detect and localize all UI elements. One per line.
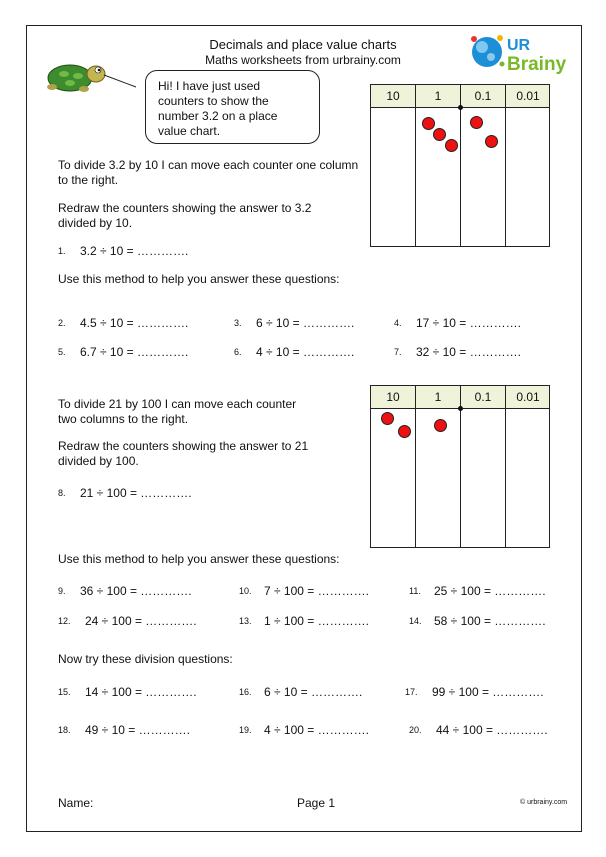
question-number: 11. [409,586,421,596]
question-10[interactable]: 7 ÷ 100 = …………. [264,584,369,598]
question-8[interactable]: 21 ÷ 100 = …………. [80,486,192,500]
question-number: 19. [239,725,252,735]
question-number: 20. [409,725,422,735]
question-number: 2. [58,318,66,328]
copyright-text: © urbrainy.com [520,799,568,806]
question-number: 4. [394,318,402,328]
question-number: 16. [239,687,252,697]
section1-method: Use this method to help you answer these questions: [58,272,340,286]
counter [434,419,447,432]
column-label-ones: 1 [434,390,442,404]
column-label-hundredths: 0.01 [516,89,540,103]
question-13[interactable]: 1 ÷ 100 = …………. [264,614,369,628]
counter [422,117,435,130]
counter [398,425,411,438]
question-1[interactable]: 3.2 ÷ 10 = …………. [80,244,189,258]
question-11[interactable]: 25 ÷ 100 = …………. [434,584,546,598]
column-divider [415,386,416,547]
section2-method: Use this method to help you answer these questions: [58,552,340,566]
question-number: 10. [239,586,252,596]
place-value-chart-2 [370,385,550,548]
question-16[interactable]: 6 ÷ 10 = …………. [264,685,363,699]
question-19[interactable]: 4 ÷ 100 = …………. [264,723,369,737]
question-number: 13. [239,616,252,626]
column-label-tenths: 0.1 [474,390,492,404]
question-14[interactable]: 58 ÷ 100 = …………. [434,614,546,628]
question-3[interactable]: 6 ÷ 10 = …………. [256,316,355,330]
page-title: Decimals and place value charts [209,37,397,52]
column-label-hundredths: 0.01 [516,390,540,404]
question-20[interactable]: 44 ÷ 100 = …………. [436,723,548,737]
question-12[interactable]: 24 ÷ 100 = …………. [85,614,197,628]
speech-bubble: Hi! I have just used counters to show the number 3.2 on a place value chart. [145,70,320,144]
question-number: 18. [58,725,71,735]
column-label-tenths: 0.1 [474,89,492,103]
column-divider [415,85,416,246]
question-number: 6. [234,347,242,357]
column-divider [505,386,506,547]
column-divider [505,85,506,246]
counter [381,412,394,425]
question-number: 5. [58,347,66,357]
counter [470,116,483,129]
question-18[interactable]: 49 ÷ 10 = …………. [85,723,190,737]
section1-redraw-instruction: Redraw the counters showing the answer to 3.2 divided by 10. [58,201,312,230]
counter [433,128,446,141]
question-6[interactable]: 4 ÷ 10 = …………. [256,345,355,359]
question-number: 14. [409,616,422,626]
question-7[interactable]: 32 ÷ 10 = …………. [416,345,521,359]
question-4[interactable]: 17 ÷ 10 = …………. [416,316,521,330]
section3-heading: Now try these division questions: [58,652,233,666]
turtle-icon [40,56,140,96]
page-subtitle: Maths worksheets from urbrainy.com [205,53,401,67]
page-number: Page 1 [297,796,336,810]
section2-instruction: To divide 21 by 100 I can move each counter two columns to the right. [58,397,297,426]
counter [485,135,498,148]
question-number: 7. [394,347,402,357]
urbrainy-logo [467,30,582,75]
question-15[interactable]: 14 ÷ 100 = …………. [85,685,197,699]
question-number: 15. [58,687,71,697]
section2-redraw-instruction: Redraw the counters showing the answer to 21 divided by 100. [58,439,309,468]
decimal-point [458,406,463,411]
question-number: 9. [58,586,66,596]
name-label: Name: [58,796,94,810]
logo-text-bottom: Brainy [507,54,567,75]
section1-instruction: To divide 3.2 by 10 I can move each counter one column to the right. [58,158,359,187]
place-value-chart-1 [370,84,550,247]
column-label-tens: 10 [386,89,400,103]
column-label-ones: 1 [434,89,442,103]
question-number: 1. [58,246,66,256]
counter [445,139,458,152]
logo-text-top: UR [507,37,531,54]
question-number: 17. [405,687,418,697]
question-2[interactable]: 4.5 ÷ 10 = …………. [80,316,189,330]
decimal-point [458,105,463,110]
question-number: 3. [234,318,242,328]
column-label-tens: 10 [386,390,400,404]
question-number: 12. [58,616,71,626]
question-number: 8. [58,488,66,498]
question-9[interactable]: 36 ÷ 100 = …………. [80,584,192,598]
question-5[interactable]: 6.7 ÷ 10 = …………. [80,345,189,359]
question-17[interactable]: 99 ÷ 100 = …………. [432,685,544,699]
